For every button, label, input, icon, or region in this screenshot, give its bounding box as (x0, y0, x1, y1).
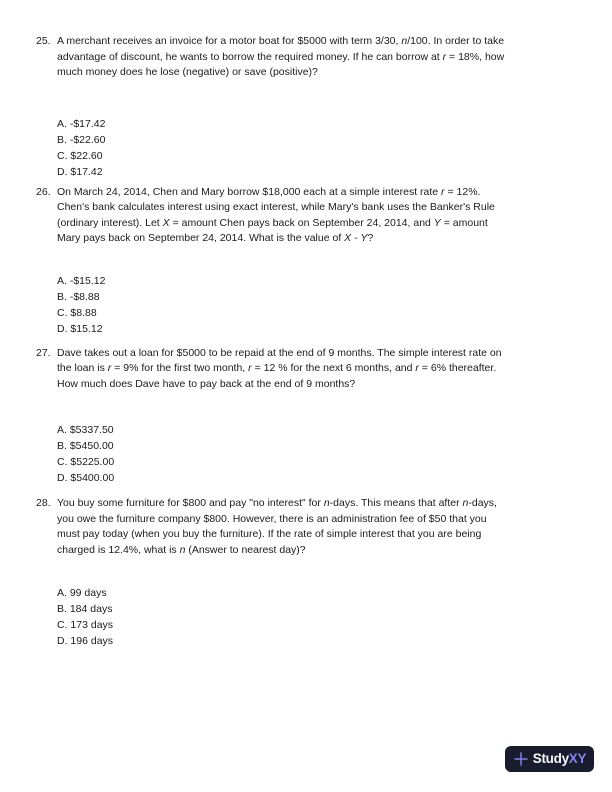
question-text-line: (ordinary interest). Let X = amount Chen pays back on September 24, 2014, and Y = amount (57, 216, 488, 229)
answer-options (57, 116, 576, 180)
answer-option-c: C. $5225.00 (57, 456, 115, 468)
question-text-line: You buy some furniture for $800 and pay "no interest" for n-days. This means that after n-days, (57, 497, 497, 509)
question-text-line: charged is 12.4%, what is n (Answer to nearest day)? (57, 543, 306, 556)
question-27 (36, 346, 576, 487)
question-text-line: must pay today (when you buy the furniture). If the rate of simple interest that you are being (57, 528, 482, 540)
answer-option-b: B. $5450.00 (57, 440, 114, 452)
answer-option-c: C. 173 days (57, 619, 114, 631)
answer-option-d: D. $5400.00 (57, 472, 115, 484)
question-text (57, 34, 576, 81)
question-text-line: Dave takes out a loan for $5000 to be repaid at the end of 9 months. The simple interest rate on (57, 346, 502, 359)
answer-option-a: A. -$17.42 (57, 117, 106, 130)
question-text-line: you owe the furniture company $800. However, there is an administration fee of $50 that you (57, 512, 487, 525)
answer-option-d: D. $15.12 (57, 322, 103, 335)
question-number: 26. (36, 185, 51, 198)
answer-option-b: B. -$22.60 (57, 133, 106, 146)
answer-option-c: C. $8.88 (57, 306, 97, 319)
answer-option-c: C. $22.60 (57, 149, 103, 162)
plus-icon (513, 751, 529, 767)
question-text-line: Chen's bank calculates interest using exact interest, while Mary's bank uses the Banker's Rule (57, 201, 495, 213)
studyxy-logo (505, 746, 594, 772)
answer-option-b: B. -$8.88 (57, 290, 100, 303)
question-text-line: advantage of discount, he wants to borrow the required money. If he can borrow at r = 18%, how (57, 50, 505, 63)
brand-study-text: Study (532, 751, 569, 767)
answer-option-a: A. 99 days (57, 587, 107, 599)
question-text-line: On March 24, 2014, Chen and Mary borrow $18,000 each at a simple interest rate r = 12%. (57, 185, 481, 198)
question-text-line: A merchant receives an invoice for a motor boat for $5000 with term 3/30, n/100. In order to take (57, 35, 505, 47)
answer-option-b: B. 184 days (57, 603, 113, 615)
answer-option-d: D. 196 days (57, 635, 114, 647)
question-text-line: Mary pays back on September 24, 2014. What is the value of X - Y? (57, 232, 374, 244)
brand-wordmark (533, 752, 586, 766)
question-number: 28. (36, 497, 51, 509)
answer-option-a: A. $5337.50 (57, 424, 114, 436)
question-text-line: the loan is r = 9% for the first two month, r = 12 % for the next 6 months, and r = 6% thereafter. (57, 362, 497, 374)
question-number: 27. (36, 346, 51, 359)
answer-options (57, 273, 576, 337)
question-text (57, 346, 576, 393)
question-25 (36, 34, 576, 180)
question-28 (36, 496, 576, 649)
question-text (57, 496, 576, 558)
question-text-line: How much does Dave have to pay back at the end of 9 months? (57, 377, 356, 390)
answer-options (57, 422, 576, 486)
question-26 (36, 185, 576, 337)
answer-options (57, 585, 576, 649)
answer-option-a: A. -$15.12 (57, 274, 106, 287)
question-text-line: much money does he lose (negative) or save (positive)? (57, 66, 318, 78)
answer-option-d: D. $17.42 (57, 165, 103, 178)
brand-xy-text: XY (568, 751, 587, 767)
question-text (57, 185, 576, 247)
question-number: 25. (36, 35, 51, 47)
